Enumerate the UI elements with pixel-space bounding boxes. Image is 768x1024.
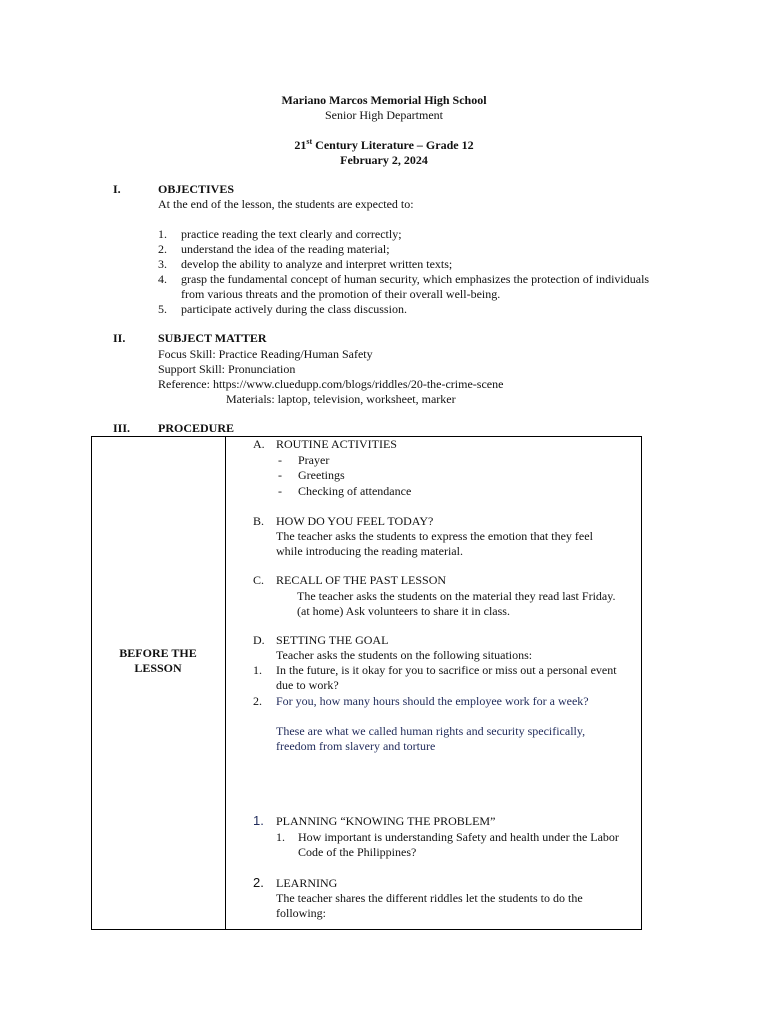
planning-title: PLANNING “KNOWING THE PROBLEM” — [276, 814, 496, 828]
focus-skill: Focus Skill: Practice Reading/Human Safety — [158, 347, 373, 361]
objective-text: from various threats and the promotion of their overall well-being. — [181, 287, 501, 301]
section-d-letter: D. — [253, 633, 265, 647]
subject-matter-numeral: II. — [113, 331, 126, 345]
section-c-text: (at home) Ask volunteers to share it in class. — [297, 604, 510, 618]
subject-matter-heading: SUBJECT MATTER — [158, 331, 267, 345]
phase-label-line1: BEFORE THE — [119, 646, 197, 660]
planning-sub-num: 1. — [276, 830, 285, 844]
objectives-intro: At the end of the lesson, the students are expected to: — [158, 197, 414, 211]
objective-text: participate actively during the class discussion. — [181, 302, 407, 316]
reference: Reference: https://www.cluedupp.com/blogs/riddles/20-the-crime-scene — [158, 377, 504, 391]
objectives-numeral: I. — [113, 182, 121, 196]
department: Senior High Department — [325, 108, 443, 122]
objective-text: develop the ability to analyze and interpret written texts; — [181, 257, 453, 271]
bullet-item: Checking of attendance — [298, 484, 412, 498]
section-a-letter: A. — [253, 437, 265, 451]
learning-text: following: — [276, 906, 326, 920]
bullet-dash: - — [278, 484, 282, 498]
procedure-numeral: III. — [113, 421, 131, 435]
question-text: For you, how many hours should the employee work for a week? — [276, 694, 589, 708]
objectives-heading: OBJECTIVES — [158, 182, 235, 196]
lesson-date: February 2, 2024 — [340, 153, 428, 167]
section-a-title: ROUTINE ACTIVITIES — [276, 437, 397, 451]
objective-num: 3. — [158, 257, 167, 271]
question-num: 2. — [253, 694, 262, 708]
learning-title: LEARNING — [276, 876, 338, 890]
objective-num: 1. — [158, 227, 167, 241]
bullet-dash: - — [278, 468, 282, 482]
section-c-text: The teacher asks the students on the material they read last Friday. — [297, 589, 616, 603]
objective-text: grasp the fundamental concept of human security, which emphasizes the protection of individuals — [181, 272, 650, 286]
planning-sub-text: Code of the Philippines? — [298, 845, 417, 859]
objective-text: practice reading the text clearly and correctly; — [181, 227, 402, 241]
planning-sub-text: How important is understanding Safety and health under the Labor — [298, 830, 619, 844]
materials: Materials: laptop, television, worksheet, marker — [226, 392, 456, 406]
course-title — [0, 138, 768, 153]
question-num: 1. — [253, 663, 262, 677]
bullet-item: Prayer — [298, 453, 330, 467]
course-suffix: Century Literature – Grade 12 — [312, 138, 474, 152]
question-text: In the future, is it okay for you to sacrifice or miss out a personal event — [276, 663, 617, 677]
table-column-divider — [225, 437, 226, 929]
phase-label-line2: LESSON — [134, 661, 182, 675]
goal-note: freedom from slavery and torture — [276, 739, 436, 753]
section-b-letter: B. — [253, 514, 265, 528]
support-skill: Support Skill: Pronunciation — [158, 362, 296, 376]
section-b-text: while introducing the reading material. — [276, 544, 463, 558]
school-name: Mariano Marcos Memorial High School — [281, 93, 487, 107]
section-c-letter: C. — [253, 573, 265, 587]
bullet-item: Greetings — [298, 468, 345, 482]
section-b-text: The teacher asks the students to express the emotion that they feel — [276, 529, 593, 543]
objective-text: understand the idea of the reading material; — [181, 242, 390, 256]
procedure-heading: PROCEDURE — [158, 421, 235, 435]
section-d-title: SETTING THE GOAL — [276, 633, 389, 647]
course-prefix: 21 — [294, 138, 307, 152]
course-sup: st — [306, 137, 313, 146]
objective-num: 2. — [158, 242, 167, 256]
objective-num: 4. — [158, 272, 167, 286]
goal-note: These are what we called human rights and security specifically, — [276, 724, 586, 738]
section-c-title: RECALL OF THE PAST LESSON — [276, 573, 447, 587]
planning-num: 1. — [253, 813, 264, 828]
section-d-intro: Teacher asks the students on the following situations: — [276, 648, 533, 662]
learning-text: The teacher shares the different riddles let the students to do the — [276, 891, 583, 905]
question-text: due to work? — [276, 678, 339, 692]
learning-num: 2. — [253, 875, 264, 890]
bullet-dash: - — [278, 453, 282, 467]
objective-num: 5. — [158, 302, 167, 316]
section-b-title: HOW DO YOU FEEL TODAY? — [276, 514, 434, 528]
